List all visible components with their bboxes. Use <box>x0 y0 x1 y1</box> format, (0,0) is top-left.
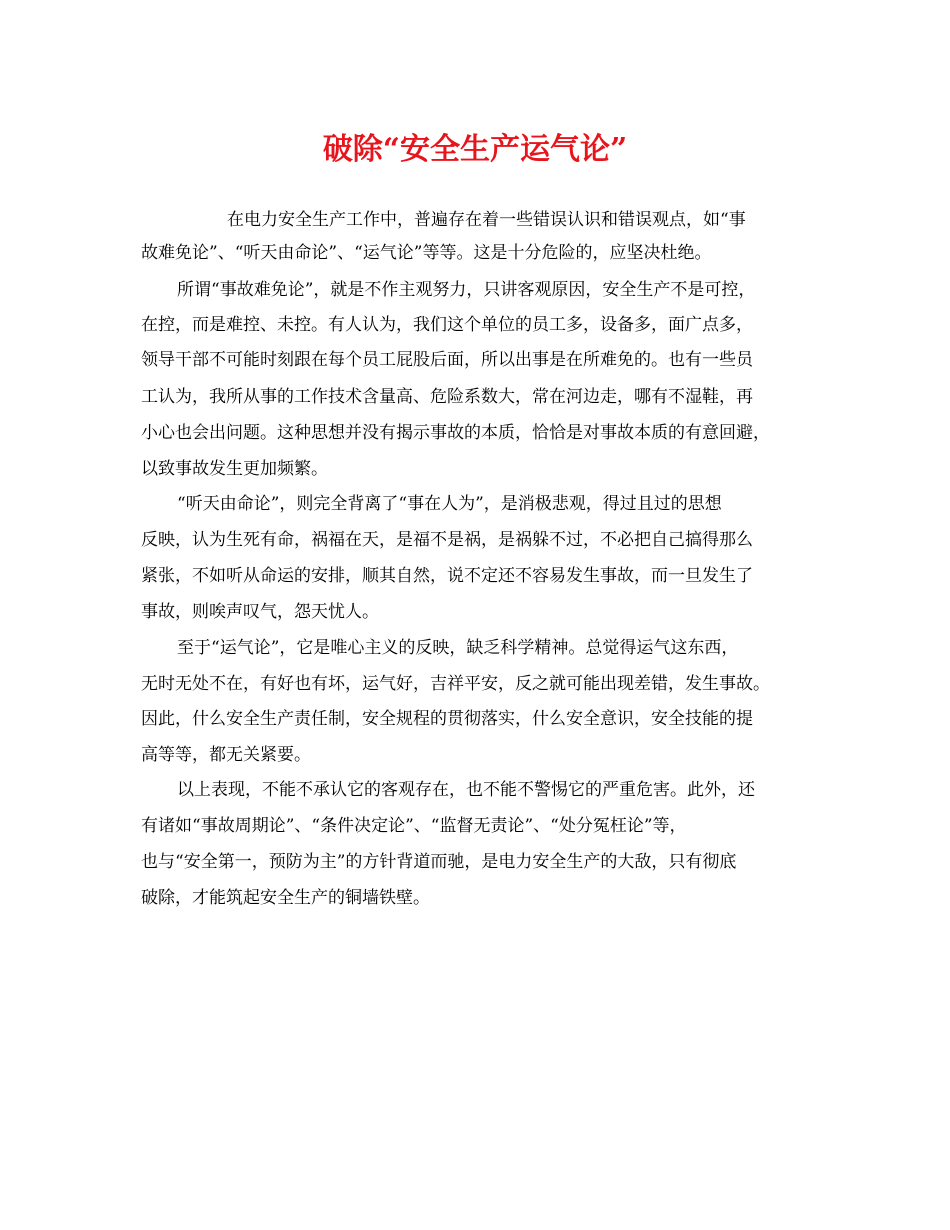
text-line: 领导干部不可能时刻跟在每个员工屁股后面，所以出事是在所难免的。也有一些员 <box>141 350 753 370</box>
text-line: 有诸如“事故周期论”、“条件决定论”、“监督无责论”、“处分冤枉论”等， <box>141 816 687 836</box>
text-line: 破除，才能筑起安全生产的铜墙铁壁。 <box>141 888 430 908</box>
text-line: 也与“安全第一，预防为主”的方针背道而驰，是电力安全生产的大敌，只有彻底 <box>141 852 737 872</box>
text-line: 小心也会出问题。这种思想并没有揭示事故的本质，恰恰是对事故本质的有意回避， <box>141 423 770 443</box>
text-line: 因此，什么安全生产责任制，安全规程的贯彻落实，什么安全意识，安全技能的提 <box>141 709 753 729</box>
text-line: “听天由命论”，则完全背离了“事在人为”，是消极悲观，得过且过的思想 <box>177 494 722 514</box>
text-line: 以致事故发生更加频繁。 <box>141 459 328 479</box>
text-line: 在控，而是难控、未控。有人认为，我们这个单位的员工多，设备多，面广点多， <box>141 315 753 335</box>
text-line: 工认为，我所从事的工作技术含量高、危险系数大，常在河边走，哪有不湿鞋，再 <box>141 387 753 407</box>
text-line: 反映，认为生死有命，祸福在天，是福不是祸，是祸躲不过，不必把自己搞得那么 <box>141 530 753 550</box>
text-line: 故难免论”、“听天由命论”、“运气论”等等。这是十分危险的，应坚决杜绝。 <box>141 243 712 263</box>
text-line: 无时无处不在，有好也有坏，运气好，吉祥平安，反之就可能出现差错，发生事故。 <box>141 674 770 694</box>
text-line: 事故，则唉声叹气，怨天忧人。 <box>141 602 379 622</box>
text-line: 在电力安全生产工作中，普遍存在着一些错误认识和错误观点，如“事 <box>227 210 746 230</box>
text-line: 以上表现，不能不承认它的客观存在，也不能不警惕它的严重危害。此外，还 <box>177 780 755 800</box>
document-title: 破除“安全生产运气论” <box>322 132 628 167</box>
text-line: 至于“运气论”，它是唯心主义的反映，缺乏科学精神。总觉得运气这东西， <box>177 638 739 658</box>
text-line: 紧张，不如听从命运的安排，顺其自然，说不定还不容易发生事故，而一旦发生了 <box>141 566 753 586</box>
text-line: 高等等，都无关紧要。 <box>141 745 311 765</box>
text-line: 所谓“事故难免论”，就是不作主观努力，只讲客观原因，安全生产不是可控， <box>177 280 756 300</box>
